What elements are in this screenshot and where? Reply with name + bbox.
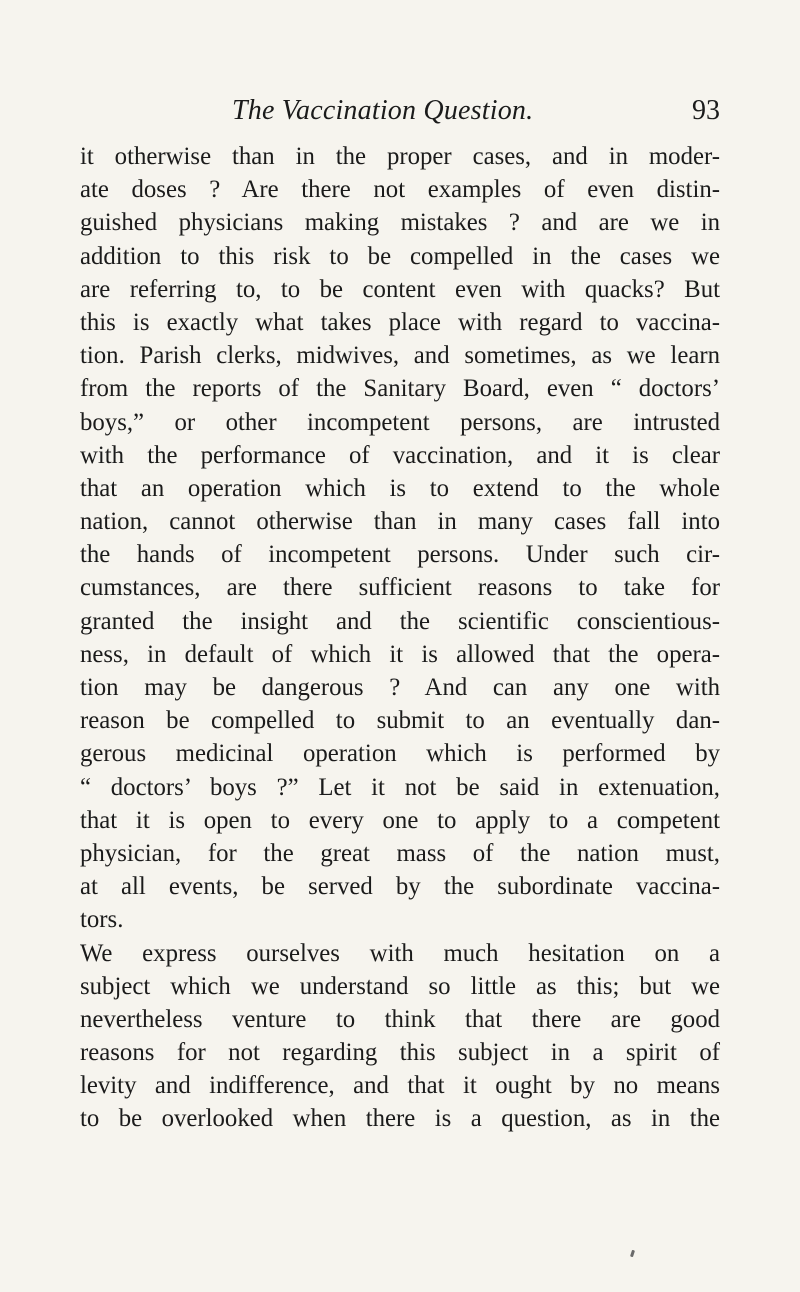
- text-line: tion. Parish clerks, midwives, and sometimes, as we learn: [80, 342, 720, 370]
- text-line: that an operation which is to extend to the whole: [80, 474, 720, 502]
- text-line: physician, for the great mass of the nation must,: [80, 839, 720, 867]
- text-line: it otherwise than in the proper cases, and in moder-: [80, 143, 720, 170]
- text-line: are referring to, to be content even with quacks? But: [80, 275, 720, 303]
- text-line: that it is open to every one to apply to a competent: [80, 806, 720, 834]
- text-line: subject which we understand so little as this; but we: [80, 972, 720, 1000]
- text-line: granted the insight and the scientific conscientious-: [80, 607, 720, 635]
- text-line: boys,” or other incompetent persons, are intrusted: [80, 408, 720, 436]
- text-line: gerous medicinal operation which is performed by: [80, 740, 720, 768]
- text-line: guished physicians making mistakes ? and are we in: [80, 209, 720, 237]
- text-line: reason be compelled to submit to an eventually dan-: [80, 707, 720, 735]
- text-line: ness, in default of which it is allowed that the opera-: [80, 640, 720, 668]
- running-head: [0, 94, 800, 130]
- text-line: levity and indifference, and that it ought by no means: [80, 1072, 720, 1100]
- body-text: [80, 140, 720, 1136]
- text-line: with the performance of vaccination, and it is clear: [80, 441, 720, 469]
- text-line: this is exactly what takes place with regard to vaccina-: [80, 308, 720, 336]
- text-line: reasons for not regarding this subject in a spirit of: [80, 1039, 720, 1067]
- text-line: nation, cannot otherwise than in many cases fall into: [80, 508, 720, 536]
- text-line: addition to this risk to be compelled in the cases we: [80, 242, 720, 270]
- text-line: the hands of incompetent persons. Under such cir-: [80, 541, 720, 569]
- text-line: “ doctors’ boys ?” Let it not be said in extenuation,: [80, 773, 720, 801]
- text-line: tors.: [80, 906, 124, 934]
- text-line: to be overlooked when there is a question, as in the: [80, 1105, 720, 1133]
- text-line: at all events, be served by the subordinate vaccina-: [80, 873, 720, 901]
- text-line: cumstances, are there sufficient reasons to take for: [80, 574, 720, 602]
- running-title: The Vaccination Question.: [232, 95, 534, 126]
- text-line: nevertheless venture to think that there are good: [80, 1005, 720, 1033]
- text-line: ate doses ? Are there not examples of even distin-: [80, 176, 720, 204]
- text-line: tion may be dangerous ? And can any one with: [80, 674, 720, 701]
- text-line: We express ourselves with much hesitation on a: [80, 939, 720, 967]
- text-line: from the reports of the Sanitary Board, even “ doctors’: [80, 375, 720, 403]
- page-number: 93: [692, 95, 720, 126]
- ink-speck: [630, 1250, 635, 1258]
